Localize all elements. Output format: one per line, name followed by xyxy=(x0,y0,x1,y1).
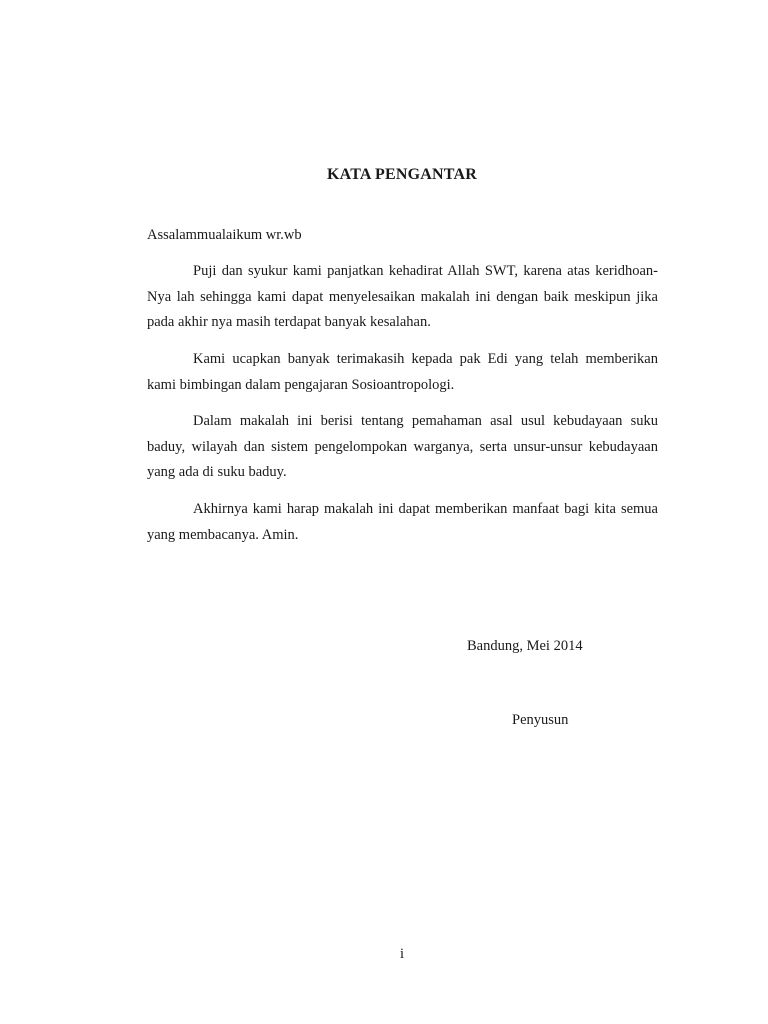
greeting-text: Assalammualaikum wr.wb xyxy=(147,227,302,243)
document-title: KATA PENGANTAR xyxy=(327,166,477,183)
paragraph-closing: Akhirnya kami harap makalah ini dapat memberikan manfaat bagi kita semua yang membacanya. Amin. xyxy=(147,501,658,543)
paragraph-gratitude: Puji dan syukur kami panjatkan kehadirat Allah SWT, karena atas keridhoan-Nya lah sehingga kami dapat menyelesaikan makalah ini dengan baik meskipun jika pada akhir nya masih terdapat banyak kesalahan. xyxy=(147,263,658,330)
paragraph-content: Dalam makalah ini berisi tentang pemahaman asal usul kebudayaan suku baduy, wilayah dan sistem pengelompokan warganya, serta unsur-unsur kebudayaan yang ada di suku baduy. xyxy=(147,413,658,480)
place-date: Bandung, Mei 2014 xyxy=(467,638,583,654)
page-number: i xyxy=(399,946,405,962)
author-label: Penyusun xyxy=(512,712,569,728)
paragraph-thanks: Kami ucapkan banyak terimakasih kepada pak Edi yang telah memberikan kami bimbingan dalam pengajaran Sosioantropologi. xyxy=(147,351,658,393)
